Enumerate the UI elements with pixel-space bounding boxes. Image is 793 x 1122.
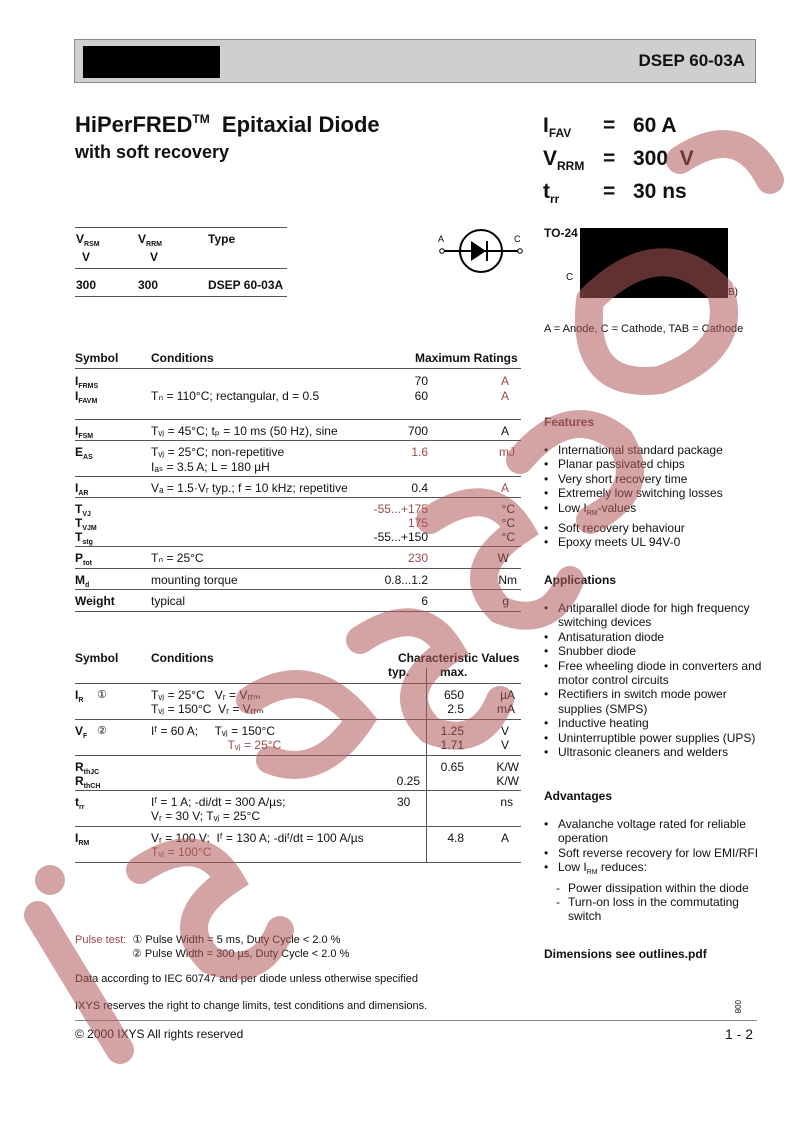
list-item: • Low $I_{RM}$ reduces: xyxy=(544,860,766,880)
package-title: TO-24 xyxy=(544,226,578,240)
disclaimer: IXYS reserves the right to change limits, test conditions and dimensions. xyxy=(75,1000,428,1012)
list-item: • Soft reverse recovery for low EMI/RFI xyxy=(544,846,766,860)
footer-rule xyxy=(75,1020,757,1021)
divider xyxy=(75,790,521,791)
page-title: HiPerFRED™ Epitaxial Diode xyxy=(75,112,380,137)
divider xyxy=(75,826,521,827)
sym-ifavm: $I_{FAVM}$ xyxy=(75,389,98,405)
divider xyxy=(75,589,521,590)
iec-note: Data according to IEC 60747 and per diode unless otherwise specified xyxy=(75,973,419,985)
param-vrrm: $V_{RRM}$ = 300 V xyxy=(543,147,694,174)
key-parameters xyxy=(543,113,694,213)
dimensions-note: Dimensions see outlines.pdf xyxy=(544,947,707,961)
vrsm-header: $V_{RSM}$ xyxy=(76,232,100,248)
vrrm-header: $V_{RRM}$ xyxy=(138,232,162,248)
divider xyxy=(75,719,521,720)
pulse-test-note: Pulse test: ① Pulse Width = 5 ms, Duty Cycle < 2.0 % xyxy=(75,934,341,946)
divider xyxy=(75,227,287,228)
type-header: Type xyxy=(208,232,236,246)
features-title: Features xyxy=(544,415,595,429)
divider xyxy=(75,862,521,863)
divider xyxy=(75,440,521,441)
list-subitem: - Power dissipation within the diode xyxy=(544,881,766,895)
list-item: • Planar passivated chips xyxy=(544,457,774,471)
divider xyxy=(75,611,521,612)
package-image-redacted xyxy=(580,228,728,298)
list-item: • Avalanche voltage rated for reliable operation xyxy=(544,817,766,846)
sym-ifrms: $I_{FRMS}$ xyxy=(75,374,99,390)
header-bar xyxy=(74,39,756,83)
param-trr: $t_{rr}$ = 30 ns xyxy=(543,180,687,207)
svg-text:C: C xyxy=(514,234,521,244)
list-item: • Antiparallel diode for high frequency switching devices xyxy=(544,601,766,630)
divider xyxy=(75,268,287,269)
list-item: • Antisaturation diode xyxy=(544,630,766,644)
copyright: © 2000 IXYS All rights reserved xyxy=(75,1027,244,1041)
list-item: • Soft recovery behaviour xyxy=(544,521,774,535)
list-item: • Epoxy meets UL 94V-0 xyxy=(544,535,774,549)
list-item: • Snubber diode xyxy=(544,644,766,658)
pin-legend: A = Anode, C = Cathode, TAB = Cathode xyxy=(544,323,744,335)
svg-text:A: A xyxy=(438,234,445,244)
list-item: • Rectifiers in switch mode power supplies (SMPS) xyxy=(544,687,766,716)
list-item: • Extremely low switching losses xyxy=(544,486,774,500)
divider xyxy=(75,419,521,420)
applications-title: Applications xyxy=(544,573,617,587)
divider xyxy=(75,476,521,477)
list-item: • Low $I_{RM}$-values xyxy=(544,501,774,521)
divider xyxy=(75,683,521,684)
divider xyxy=(75,546,521,547)
divider xyxy=(75,755,521,756)
list-item: • Ultrasonic cleaners and welders xyxy=(544,745,766,759)
list-item: • Very short recovery time xyxy=(544,472,774,486)
applications-list xyxy=(544,601,766,759)
divider xyxy=(75,568,521,569)
page-number: 1 - 2 xyxy=(725,1026,754,1042)
diode-symbol-icon xyxy=(436,228,526,283)
part-number: DSEP 60-03A xyxy=(638,51,745,70)
divider xyxy=(75,296,287,297)
advantages-title: Advantages xyxy=(544,789,613,803)
logo-redacted xyxy=(83,46,220,78)
list-subitem: - Turn-on loss in the commutating switch xyxy=(544,895,766,924)
page-subtitle: with soft recovery xyxy=(75,142,230,162)
list-item: • Free wheeling diode in converters and motor control circuits xyxy=(544,659,766,688)
list-item: • International standard package xyxy=(544,443,774,457)
param-ifav: $I_{FAV}$ = 60 A xyxy=(543,114,677,141)
divider xyxy=(75,497,521,498)
type-value: DSEP 60-03A xyxy=(208,278,284,292)
doc-code: 008 xyxy=(733,1000,742,1014)
list-item: • Inductive heating xyxy=(544,716,766,730)
features-list xyxy=(544,443,774,550)
advantages-list xyxy=(544,817,766,924)
list-item: • Uninterruptible power supplies (UPS) xyxy=(544,731,766,745)
column-divider xyxy=(426,668,427,863)
divider xyxy=(75,368,521,369)
